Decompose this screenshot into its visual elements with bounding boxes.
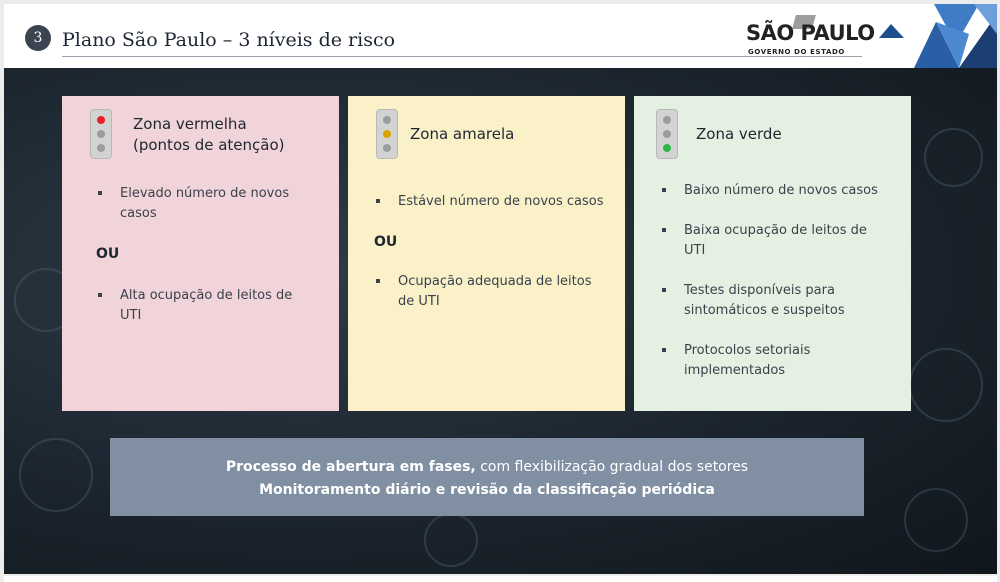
content-area	[4, 68, 997, 574]
zone-yellow-card	[348, 96, 625, 411]
traffic-light-yellow-icon	[376, 109, 398, 159]
slide-header	[4, 4, 997, 68]
zone-red-title: Zona vermelha (pontos de atenção)	[133, 115, 285, 154]
virus-bg-icon	[909, 348, 983, 422]
zone-green-title: Zona verde	[696, 125, 782, 143]
zone-green-card	[634, 96, 911, 411]
banner-line-1: Processo de abertura em fases, com flexibilização gradual dos setores	[225, 459, 749, 475]
slide-title: Plano São Paulo – 3 níveis de risco	[62, 29, 396, 51]
list-item: Baixo número de novos casos	[684, 181, 889, 201]
traffic-light-red-icon	[90, 109, 112, 159]
list-item: Baixa ocupação de leitos de UTI	[684, 221, 889, 261]
zone-yellow-title: Zona amarela	[410, 125, 515, 143]
summary-banner	[110, 438, 864, 516]
list-item: Elevado número de novos casos	[120, 184, 310, 224]
list-item: Ocupação adequada de leitos de UTI	[398, 272, 603, 312]
banner-line-2: Monitoramento diário e revisão da classificação periódica	[259, 482, 715, 498]
list-item: Estável número de novos casos	[398, 192, 613, 212]
traffic-light-green-icon	[656, 109, 678, 159]
slide-number-badge: 3	[25, 25, 51, 51]
slide	[4, 4, 997, 574]
sao-paulo-logo	[746, 15, 875, 59]
virus-bg-icon	[424, 513, 478, 567]
list-item: Alta ocupação de leitos de UTI	[120, 286, 310, 326]
virus-bg-icon	[924, 128, 983, 187]
or-separator: OU	[96, 246, 120, 262]
decorative-triangles	[874, 4, 997, 68]
virus-bg-icon	[904, 488, 968, 552]
or-separator: OU	[374, 234, 398, 250]
logo-sub-text: GOVERNO DO ESTADO	[748, 48, 845, 56]
logo-main-text: SÃO PAULO	[746, 21, 875, 45]
list-item: Protocolos setoriais implementados	[684, 341, 889, 381]
next-slide-edge	[4, 576, 997, 582]
list-item: Testes disponíveis para sintomáticos e suspeitos	[684, 281, 889, 321]
title-underline	[62, 56, 862, 57]
virus-bg-icon	[19, 438, 93, 512]
zone-red-card	[62, 96, 339, 411]
